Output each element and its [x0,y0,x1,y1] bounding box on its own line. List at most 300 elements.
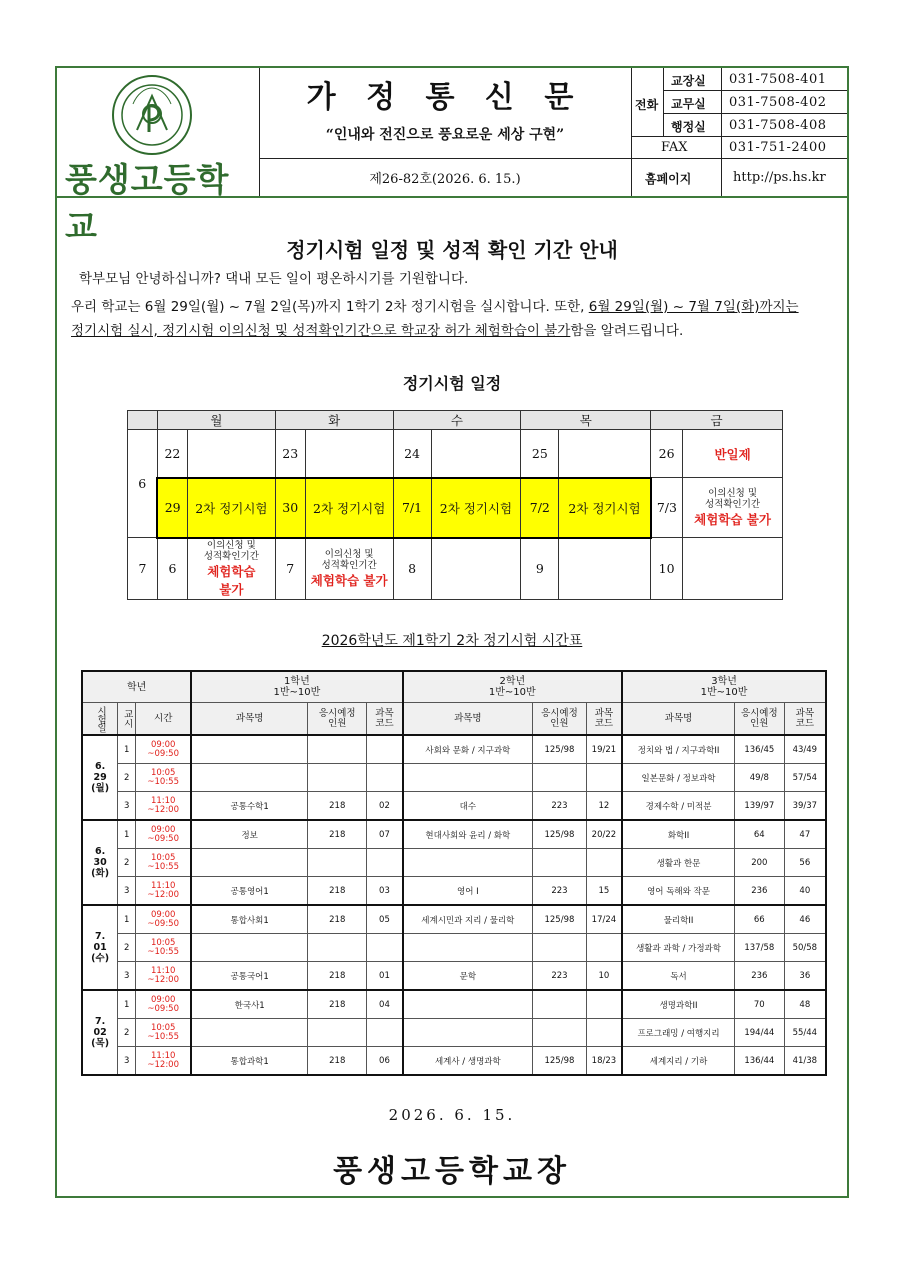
time-text: 09:00 [150,994,176,1005]
count-cell [533,934,587,962]
count-cell: 136/45 [734,735,784,764]
period-cell: 3 [118,962,136,991]
contact-phone: 031-7508-408 [729,118,827,133]
document-title: 정기시험 일정 및 성적 확인 기간 안내 [286,238,618,262]
fax-label: FAX [661,140,688,155]
count-cell: 194/44 [734,1019,784,1047]
date-text: 7. [95,1016,106,1027]
table-row [82,735,826,764]
code-cell [367,849,403,877]
time-cell [136,849,192,877]
exam-date-cell [82,820,118,905]
subject-cell: 생활과 한문 [622,849,734,877]
subject-cell: 현대사회와 윤리 / 화학 [403,820,533,849]
code-cell [586,1019,622,1047]
newsletter-title: 가 정 통 신 문 [306,80,584,115]
date-text: 6. [95,846,106,857]
homepage-link[interactable]: http://ps.hs.kr [733,170,826,185]
code-cell: 06 [367,1047,403,1076]
count-cell [533,764,587,792]
grade-classes: 1반~10반 [488,687,536,698]
event-cell [431,430,521,478]
code-cell: 01 [367,962,403,991]
time-text: 10:05 [150,1022,176,1033]
count-cell [533,849,587,877]
code-cell [586,990,622,1019]
subject-cell: 프로그래밍 / 여행지리 [622,1019,734,1047]
count-cell: 236 [734,877,784,906]
time-cell [136,1047,192,1076]
code-cell: 57/54 [784,764,826,792]
divider [631,158,847,159]
time-cell [136,934,192,962]
count-cell: 136/44 [734,1047,784,1076]
contact-phone: 031-7508-402 [729,95,827,110]
note-text: 이의신청 및 [708,487,757,499]
code-cell: 05 [367,905,403,934]
subject-cell [403,934,533,962]
code-cell: 02 [367,792,403,821]
weekday-mon: 월 [157,411,275,430]
table-row [82,792,826,821]
time-text: 09:00 [150,824,176,835]
note-text: 이의신청 및 [324,548,374,560]
subject-header: 과목명 [191,703,307,736]
exam-calendar [127,410,783,600]
subject-cell: 한국사1 [191,990,307,1019]
table-row [82,1047,826,1076]
time-text: 11:10 [150,880,176,891]
no-field-trip-text: 체험학습 [207,563,256,579]
subject-cell: 공통수학1 [191,792,307,821]
code-cell: 56 [784,849,826,877]
count-cell: 125/98 [533,1047,587,1076]
period-cell: 2 [118,764,136,792]
header-text: 응시예정 [541,707,578,719]
divider [631,68,632,196]
note-text: 성적확인기간 [203,550,259,562]
code-cell: 10 [586,962,622,991]
document-frame [55,66,849,1198]
notice-period-underlined: 6월 29일(월) ~ 7월 7일(화)까지는 [588,299,799,315]
table-row [82,877,826,906]
code-cell: 03 [367,877,403,906]
time-text: ~10:55 [147,946,179,957]
code-header [586,703,622,736]
time-text: ~12:00 [147,804,179,815]
time-cell [136,962,192,991]
code-cell: 20/22 [586,820,622,849]
contact-phone: 031-7508-401 [729,72,827,87]
period-cell: 1 [118,735,136,764]
count-cell: 223 [533,877,587,906]
calendar-weekday-row [128,411,783,430]
count-cell: 125/98 [533,905,587,934]
date-cell: 7/1 [393,478,431,538]
count-cell: 139/97 [734,792,784,821]
date-text: 6. [95,761,106,772]
code-header [367,703,403,736]
count-cell: 223 [533,962,587,991]
timetable-column-header [82,703,826,736]
grade-2-header [403,671,623,703]
exam-cell: 2차 정기시험 [559,478,651,538]
subject-cell: 영어 I [403,877,533,906]
count-cell: 218 [308,820,367,849]
code-cell: 50/58 [784,934,826,962]
date-text: (화) [91,868,110,879]
header-text: 코드 [795,717,814,729]
subject-cell: 공통국어1 [191,962,307,991]
divider [721,68,722,196]
header-text: 과목 [795,707,814,719]
code-cell: 19/21 [586,735,622,764]
time-text: ~12:00 [147,974,179,985]
time-text: ~09:50 [147,748,179,759]
code-cell: 07 [367,820,403,849]
time-cell [136,990,192,1019]
date-text: 7. [95,931,106,942]
date-cell: 7 [275,538,305,600]
calendar-week-row [128,538,783,600]
count-header [533,703,587,736]
divider [663,113,847,114]
grade-classes: 1반~10반 [700,687,748,698]
date-cell: 7/2 [521,478,559,538]
date-text: (월) [91,783,110,794]
date-text: 02 [93,1027,107,1038]
half-day-cell: 반일제 [683,430,783,478]
subject-cell: 영어 독해와 작문 [622,877,734,906]
time-cell [136,1019,192,1047]
count-cell: 218 [308,990,367,1019]
grade-name: 1학년 [284,676,310,687]
subject-cell: 독서 [622,962,734,991]
notice-text: 우리 학교는 6월 29일(월) ~ 7월 2일(목)까지 1학기 2차 정기시험을 실시합니다. 또한, [71,299,589,315]
subject-cell [191,934,307,962]
time-cell [136,735,192,764]
time-text: ~10:55 [147,861,179,872]
subject-cell: 화학II [622,820,734,849]
no-field-trip-text: 불가 [219,581,244,597]
code-cell: 15 [586,877,622,906]
time-text: ~10:55 [147,1031,179,1042]
exam-date-cell [82,990,118,1075]
period-cell: 2 [118,849,136,877]
subject-cell: 정보 [191,820,307,849]
count-header [734,703,784,736]
time-text: 09:00 [150,739,176,750]
date-cell: 22 [157,430,187,478]
period-cell: 3 [118,792,136,821]
code-cell: 39/37 [784,792,826,821]
code-cell [367,1019,403,1047]
count-cell: 218 [308,877,367,906]
date-cell: 9 [521,538,559,600]
subject-cell: 세계시민과 지리 / 물리학 [403,905,533,934]
header-text: 인원 [750,717,769,729]
table-row [82,905,826,934]
notice-paragraph [71,296,841,318]
time-cell [136,905,192,934]
note-text: 성적확인기간 [321,559,377,571]
count-cell: 64 [734,820,784,849]
period-cell: 1 [118,990,136,1019]
code-cell: 55/44 [784,1019,826,1047]
header-text: 과목 [375,707,394,719]
subject-cell: 공통영어1 [191,877,307,906]
time-cell [136,877,192,906]
header-text: 응시예정 [318,707,356,719]
subject-cell: 정치와 법 / 지구과학II [622,735,734,764]
count-cell: 125/98 [533,735,587,764]
time-text: ~09:50 [147,1003,179,1014]
time-text: ~12:00 [147,889,179,900]
newsletter-header [57,68,847,246]
contact-label: 행정실 [671,120,706,134]
count-cell: 236 [734,962,784,991]
exam-cell: 2차 정기시험 [187,478,275,538]
subject-cell: 세계사 / 생명과학 [403,1047,533,1076]
code-cell: 48 [784,990,826,1019]
subject-cell: 사회와 문화 / 지구과학 [403,735,533,764]
fax-number: 031-751-2400 [729,140,827,155]
event-cell [559,430,651,478]
subject-header: 과목명 [622,703,734,736]
subject-cell: 통합사회1 [191,905,307,934]
subject-cell [403,849,533,877]
date-text: (수) [91,953,110,964]
count-cell [308,934,367,962]
header-text: 응시예정 [740,707,778,719]
date-text: 01 [93,942,107,953]
date-cell: 26 [651,430,683,478]
contact-label: 교무실 [671,97,706,111]
notice-text: 함을 알려드립니다. [570,323,684,339]
subject-cell [191,764,307,792]
grade-name: 3학년 [711,676,737,687]
subject-cell: 문학 [403,962,533,991]
month-cell: 7 [128,538,158,600]
header-text: 코드 [594,717,614,729]
code-cell [367,934,403,962]
grade-1-header [191,671,402,703]
notice-paragraph-2 [71,320,841,342]
code-cell [586,849,622,877]
grade-label: 학년 [82,671,191,703]
note-text: 이의신청 및 [206,539,256,551]
subject-cell: 생활과 과학 / 가정과학 [622,934,734,962]
date-cell: 10 [651,538,683,600]
exam-cell: 2차 정기시험 [431,478,521,538]
calendar-week-row [128,478,783,538]
event-cell [305,430,393,478]
table-row [82,820,826,849]
subject-cell [403,764,533,792]
subject-cell: 경제수학 / 미적분 [622,792,734,821]
period-cell: 1 [118,905,136,934]
date-cell: 24 [393,430,431,478]
time-text: ~12:00 [147,1059,179,1070]
subject-cell [403,990,533,1019]
table-row [82,934,826,962]
count-cell [533,1019,587,1047]
greeting-text: 학부모님 안녕하십니까? 댁내 모든 일이 평온하시기를 기원합니다. [79,271,469,287]
grade-3-header [622,671,826,703]
table-row [82,1019,826,1047]
weekday-tue: 화 [275,411,393,430]
event-cell [559,538,651,600]
subject-cell: 세계지리 / 기하 [622,1047,734,1076]
count-cell [308,849,367,877]
count-cell: 218 [308,962,367,991]
date-cell: 6 [157,538,187,600]
subject-cell [191,735,307,764]
subject-header: 과목명 [403,703,533,736]
count-cell [533,990,587,1019]
principal-signature: 풍생고등학교장 [333,1154,571,1189]
period-cell: 3 [118,877,136,906]
time-text: ~09:50 [147,833,179,844]
subject-cell [403,1019,533,1047]
count-cell [308,735,367,764]
subject-cell: 대수 [403,792,533,821]
calendar-week-row [128,430,783,478]
table-row [82,764,826,792]
phone-label: 전화 [635,98,659,112]
timetable-grade-header [82,671,826,703]
header-text: 코드 [375,717,394,729]
count-cell: 218 [308,905,367,934]
code-cell: 17/24 [586,905,622,934]
appeal-period-cell [683,478,783,538]
date-cell: 7/3 [651,478,683,538]
code-cell [586,764,622,792]
subject-cell [191,1019,307,1047]
time-text: 11:10 [150,795,176,806]
time-text: ~10:55 [147,776,179,787]
notice-restriction-underlined: 정기시험 실시, 정기시험 이의신청 및 성적확인기간으로 학교장 허가 체험학습이 불가 [71,323,571,339]
count-cell: 70 [734,990,784,1019]
date-cell: 25 [521,430,559,478]
code-cell: 36 [784,962,826,991]
exam-cell: 2차 정기시험 [305,478,393,538]
date-cell: 23 [275,430,305,478]
time-cell [136,820,192,849]
header-text: 과목 [594,707,614,719]
exam-schedule-title: 정기시험 일정 [402,374,502,393]
header-text: 인원 [328,717,347,729]
subject-cell [191,849,307,877]
weekday-fri: 금 [651,411,783,430]
exam-date-header: 시험일 [82,703,118,736]
table-row [82,849,826,877]
exam-date-cell [82,735,118,820]
header-text: 인원 [550,717,569,729]
time-text: 10:05 [150,767,176,778]
appeal-period-cell [187,538,275,600]
weekday-wed: 수 [393,411,521,430]
code-cell: 04 [367,990,403,1019]
note-text: 성적확인기간 [705,498,761,510]
count-cell: 66 [734,905,784,934]
code-cell [586,934,622,962]
issue-number: 제26-82호(2026. 6. 15.) [369,172,521,187]
time-header: 시간 [136,703,192,736]
period-cell: 2 [118,934,136,962]
subject-cell: 일본문화 / 정보과학 [622,764,734,792]
event-cell [683,538,783,600]
code-cell: 18/23 [586,1047,622,1076]
school-logo-area [57,68,259,246]
date-text: 29 [93,772,107,783]
count-cell: 49/8 [734,764,784,792]
homepage-label: 홈페이지 [645,172,692,186]
event-cell [431,538,521,600]
grade-name: 2학년 [499,676,526,687]
count-cell: 200 [734,849,784,877]
issue-date: 2026. 6. 15. [388,1106,516,1124]
school-motto: “인내와 전진으로 풍요로운 세상 구현” [325,127,565,143]
no-field-trip-text: 체험학습 불가 [310,572,388,588]
time-text: 11:10 [150,965,176,976]
date-cell: 30 [275,478,305,538]
time-text: 10:05 [150,937,176,948]
table-row [82,990,826,1019]
no-field-trip-text: 체험학습 불가 [694,511,771,527]
count-cell [308,1019,367,1047]
code-cell: 46 [784,905,826,934]
exam-timetable [81,670,827,1076]
subject-cell: 생명과학II [622,990,734,1019]
subject-cell: 물리학II [622,905,734,934]
period-cell: 1 [118,820,136,849]
code-cell: 43/49 [784,735,826,764]
time-text: 09:00 [150,909,176,920]
school-logo-text: 풍생고등학교 [65,160,230,246]
period-header: 교시 [118,703,136,736]
code-cell [367,735,403,764]
month-cell: 6 [128,430,158,538]
time-cell [136,764,192,792]
count-cell [308,764,367,792]
time-cell [136,792,192,821]
time-text: 11:10 [150,1050,176,1061]
divider [663,68,664,136]
date-cell: 8 [393,538,431,600]
divider [631,136,847,137]
count-cell: 218 [308,1047,367,1076]
event-cell [187,430,275,478]
school-seal-icon [111,74,193,156]
count-cell: 223 [533,792,587,821]
contact-label: 교장실 [671,74,706,88]
period-cell: 2 [118,1019,136,1047]
count-cell: 125/98 [533,820,587,849]
period-cell: 3 [118,1047,136,1076]
code-cell: 47 [784,820,826,849]
code-header [784,703,826,736]
divider [663,90,847,91]
date-cell: 29 [157,478,187,538]
timetable-title: 2026학년도 제1학기 2차 정기시험 시간표 [321,633,583,649]
subject-cell: 통합과학1 [191,1047,307,1076]
grade-classes: 1반~10반 [273,687,321,698]
time-text: 10:05 [150,852,176,863]
count-header [308,703,367,736]
blank-cell [128,411,158,430]
exam-date-cell [82,905,118,990]
